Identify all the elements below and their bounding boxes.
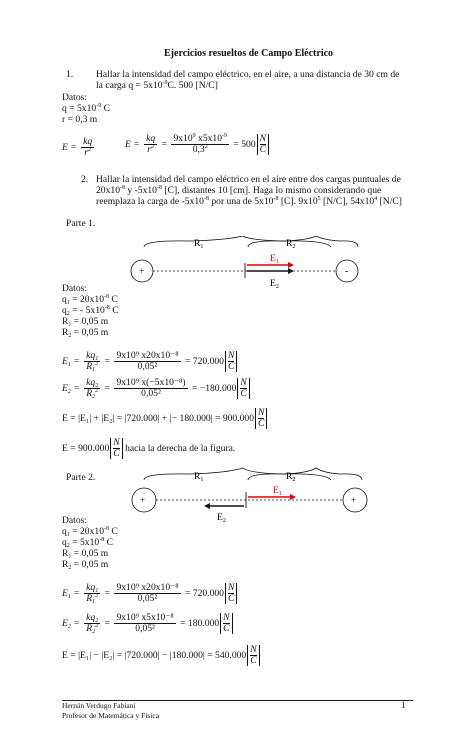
parte-2-eq-e1: $E_1$ = $\frac{kq_1}{R_1^2}$ = $\frac{\text{9x10⁹ x20x10⁻⁸}}{\text{0,05²}}$ = 720.000 $\frac{N}{C}$ [62, 583, 237, 604]
problem-1-number: 1. [66, 69, 74, 80]
vector-e1-head [288, 262, 294, 268]
parte-1-q2: $q_2$ = - $5x10^{-8}$ C [62, 305, 119, 317]
label-e2: $E_2$ [270, 278, 279, 290]
charge-q1-sign: + [139, 266, 145, 276]
parte-2-r2: $R_2 = 0,05$ m [62, 559, 109, 571]
label-r1: $R_1$ [194, 471, 204, 483]
problem-1-line1: Hallar la intensidad del campo eléctrico, en el aire, a una distancia de 30 cm de [96, 69, 400, 80]
parte-2-datos-label: Datos: [62, 515, 88, 526]
parte-1-label: Parte 1. [66, 218, 96, 229]
label-e1: $E_1$ [270, 253, 279, 265]
parte-2-r1: $R_1 = 0,05$ m [62, 548, 109, 560]
problem-2-line1: Hallar la intensidad del campo eléctrico en el aire entre dos cargas puntuales de [96, 174, 401, 185]
problem-2-line3: reemplaza la carga de $-5x10^{-8}$ por una de $5x10^{-8}$ [C]. $9x10^5$ [N/C], $54x10^4$ [N/C] [96, 196, 402, 207]
parte-1-r2: $R_2 = 0,05$ m [62, 327, 109, 339]
datum-q: $q = 5x10^{-9}$ C [62, 103, 111, 114]
datum-r: r = 0,3 m [62, 114, 98, 125]
parte-2-q2: $q_2 = 5x10^{-8}$ C [62, 537, 114, 549]
problem-1-line2: la carga $q = 5x10^{-9}C$. 500 [N/C] [96, 80, 218, 91]
label-e2: $E_2$ [217, 512, 226, 524]
label-e1: $E_1$ [273, 485, 282, 497]
brace-r2 [248, 236, 358, 247]
page-number: 1 [401, 700, 406, 710]
vector-e2-head [288, 268, 294, 274]
parte-2-diagram [128, 466, 373, 524]
parte-1-eq-e2: $E_2$ = $\frac{kq_2}{R_2^2}$ = $\frac{\text{9x10⁹ x(−5x10⁻⁸)}}{\text{0,05²}}$ = −180.000 $\frac{N}{C}$ [62, 378, 250, 399]
parte-2-eq-total: E = |E₁| − |E₂| = |720.000| − |180.000| = 540.000 $\frac{N}{C}$ [62, 645, 260, 666]
brace-r1 [144, 468, 331, 480]
footer-author: Hernán Verdugo Fabiani [62, 701, 136, 710]
vector-e1-head [290, 494, 296, 500]
equation-field-definition: E = $\frac{kq}{r^2}$ [62, 136, 93, 159]
problem-2-number: 2. [81, 174, 89, 185]
parte-2-eq-e2: $E_2$ = $\frac{kq_2}{R_2^2}$ = $\frac{\text{9x10⁹ x5x10⁻⁸}}{\text{0,05²}}$ = 180.000 $\frac{N}{C}$ [62, 613, 233, 634]
datos-label: Datos: [62, 92, 88, 103]
parte-1-eq-e1: $E_1$ = $\frac{kq_1}{R_1^2}$ = $\frac{\text{9x10⁹ x20x10⁻⁸}}{\text{0,05²}}$ = 720.000 $\frac{N}{C}$ [62, 351, 237, 372]
charge-q2-sign: + [351, 495, 357, 505]
parte-1-datos-label: Datos: [62, 283, 88, 294]
label-r2: $R_2$ [286, 238, 296, 250]
equation-field-result: E = $\frac{kq}{r^2}$ = $\frac{9x10^9 x5x10^{-9}}{0,3^2}$ = 500 $\frac{N}{C}$ [125, 134, 269, 155]
parte-1-diagram [128, 236, 368, 292]
parte-1-r1: $R_1 = 0,05$ m [62, 316, 109, 328]
footer-role: Profesor de Matemática y Física [62, 711, 160, 720]
charge-q2-sign: - [345, 266, 349, 277]
parte-1-eq-total: E = |E₁| + |E₂| = |720.000| + |− 180.000| = 900.000 $\frac{N}{C}$ [62, 408, 267, 429]
page-title: Ejercicios resueltos de Campo Eléctrico [164, 48, 334, 59]
parte-2-label: Parte 2. [66, 472, 96, 483]
label-r1: $R_1$ [194, 238, 204, 250]
charge-q1-sign: + [140, 495, 146, 505]
parte-1-q1: $q_1 = 20x10^{-8}$ C [62, 294, 118, 306]
vector-e2-head [204, 503, 210, 509]
label-r2: $R_2$ [286, 471, 296, 483]
brace-r1 [144, 236, 331, 247]
problem-2-line2: $20x10^{-8}$ y $-5x10^{-8}$ [C], distantes 10 [cm]. Haga lo mismo considerando que [96, 185, 382, 196]
parte-2-q1: $q_1 = 20x10^{-8}$ C [62, 526, 118, 538]
parte-1-eq-conclusion: E = 900.000 $\frac{N}{C}$ hacia la derecha de la figura. [62, 437, 236, 460]
